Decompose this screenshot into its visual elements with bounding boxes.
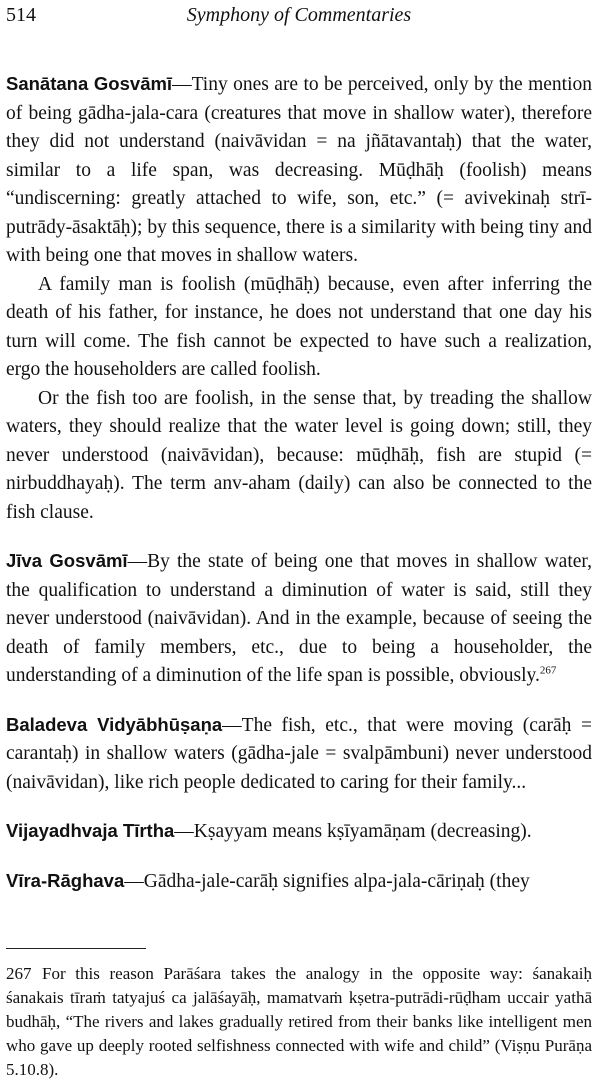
commentary-text: —Gādha-jale-carāḥ signifies alpa-jala-cāriṇaḥ (they (124, 870, 530, 892)
running-title: Symphony of Commentaries (186, 4, 412, 26)
commentator-name: Baladeva Vidyābhūṣaṇa (6, 713, 223, 735)
footnote-divider (6, 948, 146, 949)
commentary-text: —The fish, etc., that were moving (carāḥ = carantaḥ) in shallow waters (gādha-jale = svalpāmbuni) never understood (naivāvidan), like rich people dedicated to caring for their family... (6, 714, 592, 793)
footnote-reference[interactable]: 267 (539, 664, 557, 677)
page-body (6, 70, 592, 896)
page-number: 514 (6, 4, 36, 26)
commentator-name: Jīva Gosvāmī (6, 550, 128, 571)
commentary-sanatana (6, 70, 592, 271)
commentator-name: Vijayadhvaja Tīrtha (6, 820, 175, 841)
commentator-name: Vīra-Rāghava (6, 869, 125, 891)
commentary-text: —Tiny ones are to be perceived, only by the mention of being gādha-jala-cara (creatures that move in shallow water), therefore they did not understand (naivāvidan = na jñātavantaḥ) that the water, similar to a life span, was decreasing. Mūḍhāḥ (foolish) means “undiscerning: greatly attached to wife, son, etc.” (= avivekinaḥ strī-putrādy-āsaktāḥ); by this sequence, there is a similarity with being tiny and with being one that moves in shallow waters. (6, 74, 592, 266)
commentary-baladeva (6, 711, 592, 798)
commentary-jiva (6, 547, 592, 691)
commentator-name: Sanātana Gosvāmī (6, 73, 173, 94)
footnote-text: For this reason Parāśara takes the analogy in the opposite way: śanakaiḥ śanakais tīraṁ tatyajuś ca jalāśayāḥ, mamatvaṁ kṣetra-putrādi-rūḍham uccair yathā budhāḥ, “The rivers and lakes gradually retired from their banks like intelligent men who gave up deeply rooted selfishness connected with wife and child” (Viṣṇu Purāṇa 5.10.8). (6, 964, 592, 1079)
footnote (6, 962, 592, 1082)
commentary-paragraph: A family man is foolish (mūḍhāḥ) because, even after inferring the death of his father, for instance, he does not understand that one day his turn will come. The fish cannot be expected to have such a realization, ergo the householders are called foolish. (6, 273, 592, 380)
commentary-text: —By the state of being one that moves in shallow water, the qualification to understand a diminution of water is said, still they never understood (naivāvidan). And in the example, because of seeing the death of family members, etc., due to being a householder, the understanding of a diminution of the life span is possible, obviously. (6, 551, 592, 686)
running-header (6, 0, 592, 34)
commentary-paragraph: Or the fish too are foolish, in the sense that, by treading the shallow waters, they should realize that the water level is going down; still, they never understood (naivāvidan), because: mūḍhāḥ, fish are stupid (= nirbuddhayaḥ). The term anv-aham (daily) can also be connected to the fish clause. (6, 387, 592, 523)
commentary-vijayadhvaja (6, 817, 592, 847)
commentary-text: —Kṣayyam means kṣīyamāṇam (decreasing). (174, 821, 532, 842)
footnote-number: 267 (6, 964, 32, 983)
commentary-vira-raghava (6, 867, 592, 897)
